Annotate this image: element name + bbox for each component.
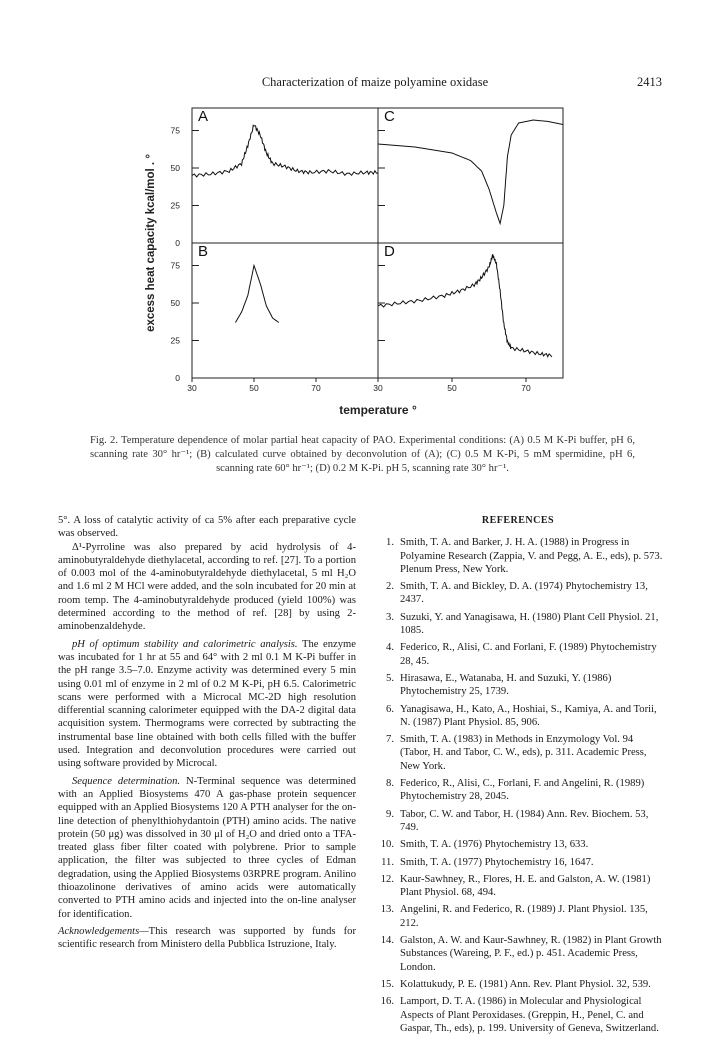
reference-text: Yanagisawa, H., Kato, A., Hoshiai, S., Kamiya, A. and Torii, N. (1987) Plant Physiol. 85, 906.: [400, 703, 657, 728]
trace-panel-B: [235, 266, 278, 323]
running-head: [0, 75, 720, 91]
section-heading: Acknowledgements—: [58, 925, 149, 937]
reference-item: [372, 611, 664, 638]
heat-capacity-chart: [130, 100, 600, 420]
reference-number: 2.: [386, 581, 394, 593]
panel-label-A: A: [198, 108, 209, 125]
y-tick-label: 50: [170, 163, 180, 173]
reference-item: [372, 536, 664, 576]
panel-frame: [192, 243, 378, 378]
reference-number: 7.: [386, 734, 394, 746]
y-axis-title: excess heat capacity kcal/mol . °: [145, 154, 157, 332]
panel-frame: [192, 108, 378, 243]
trace-panel-A: [192, 125, 378, 177]
panel-label-C: C: [384, 108, 395, 125]
section-heading: pH of optimum stability and calorimetric analysis.: [72, 638, 298, 650]
reference-text: Smith, T. A. and Bickley, D. A. (1974) Phytochemistry 13, 2437.: [400, 581, 648, 606]
trace-panel-D: [378, 254, 552, 357]
reference-number: 14.: [380, 935, 394, 947]
x-tick-label: 70: [311, 383, 321, 393]
reference-number: 15.: [380, 978, 394, 990]
y-tick-label: 75: [170, 125, 180, 136]
reference-item: [372, 580, 664, 607]
panel-frame: [378, 108, 563, 243]
reference-number: 8.: [386, 778, 394, 790]
reference-text: Smith, T. A. (1977) Phytochemistry 16, 1647.: [400, 856, 594, 868]
reference-text: Federico, R., Alisi, C. and Forlani, F. (1989) Phytochemistry 28, 45.: [400, 642, 657, 667]
paragraph-text: N-Terminal sequence was determined with an Applied Biosystems 470 A gas-phase protein sequencer equipped with an Applied Biosystems 120 A PTH analyser for the on-line detection of phenylthiohydantoin (PTH) amino acids. The native protein (50 μg) was dissolved in 30 μl of H₂O and dried onto a TFA-treated glass fiber filter coated with polybrene. Prior to sample application, the filter was subjected to three cycles of Edman degradation, using the Applied Biosystems 03RPRE program. Anilino thioazolinone derivatives of amino acids were automatically converted to PTH amino acids and injected into the on-line analyser for identification.: [58, 775, 356, 920]
reference-number: 6.: [386, 703, 394, 715]
acknowledgements: [58, 925, 356, 952]
reference-list: [372, 536, 664, 1035]
x-tick-label: 70: [521, 383, 531, 393]
x-axis-title: temperature °: [339, 403, 417, 417]
reference-item: [372, 641, 664, 668]
reference-number: 11.: [381, 856, 394, 868]
references-column: [372, 514, 664, 1039]
body-paragraph: [58, 638, 356, 771]
reference-text: Tabor, C. W. and Tabor, H. (1984) Ann. Rev. Biochem. 53, 749.: [400, 808, 649, 833]
reference-item: [372, 873, 664, 900]
reference-item: [372, 934, 664, 974]
reference-item: [372, 903, 664, 930]
reference-text: Galston, A. W. and Kaur-Sawhney, R. (1982) in Plant Growth Substances (Wareing, P. F., ed.) p. 451. Academic Press, London.: [400, 935, 662, 973]
body-paragraph: 5°. A loss of catalytic activity of ca 5% after each preparative cycle was observed.: [58, 515, 356, 540]
reference-text: Smith, T. A. (1983) in Methods in Enzymology Vol. 94 (Tabor, H. and Tabor, C. W., eds), p. 311. Academic Press, New York.: [400, 734, 647, 772]
reference-number: 3.: [386, 611, 394, 623]
y-tick-label: 25: [170, 200, 180, 211]
reference-text: Federico, R., Alisi, C., Forlani, F. and Angelini, R. (1989) Phytochemistry 28, 2045.: [400, 778, 645, 803]
reference-number: 10.: [380, 839, 394, 851]
reference-text: Kolattukudy, P. E. (1981) Ann. Rev. Plant Physiol. 32, 539.: [400, 978, 651, 990]
reference-number: 1.: [386, 537, 394, 549]
reference-text: Angelini, R. and Federico, R. (1989) J. Plant Physiol. 135, 212.: [400, 904, 648, 929]
reference-text: Smith, T. A. and Barker, J. H. A. (1988) in Progress in Polyamine Research (Zappia, V. and Pegg, A. E., eds), p. 573. Plenum Press, New York.: [400, 537, 663, 575]
reference-item: [372, 978, 664, 991]
y-tick-label: 0: [175, 373, 180, 383]
body-paragraph: Δ¹-Pyrroline was also prepared by acid hydrolysis of 4-aminobutyraldehyde diethylacetal, according to ref. [27]. To a portion of 0.003 mol of the 4-aminobutyraldehyde diethylacetal, 5 ml H₂O and 1.6 ml 2 M HCl were added, and the soln incubated for 20 min at room temp. The 4-aminobutyraldehyde produced (yield 100%) was determined according to the method of ref. [28] by using 2-aminobenzaldehyde.: [58, 541, 356, 633]
reference-item: [372, 838, 664, 851]
reference-item: [372, 672, 664, 699]
body-text-left: [58, 514, 356, 952]
reference-number: 4.: [386, 642, 394, 654]
reference-text: Hirasawa, E., Watanaba, H. and Suzuki, Y. (1986) Phytochemistry 25, 1739.: [400, 672, 612, 698]
figure-caption: Fig. 2. Temperature dependence of molar partial heat capacity of PAO. Experimental conditions: (A) 0.5 M K-Pi buffer, pH 6, scanning rate 30° hr⁻¹; (B) calculated curve obtained by deconvolution of (A); (C) 0.5 M K-Pi, 5 mM spermidine, pH 6, scanning rate 60° hr⁻¹; (D) 0.2 M K-Pi. pH 5, scanning rate 30° hr⁻¹.: [90, 435, 635, 474]
paragraph-text: This research was supported by funds for scientific research from Ministero della Pubblica Istruzione, Italy.: [58, 925, 356, 951]
x-tick-label: 50: [249, 383, 259, 393]
reference-item: [372, 777, 664, 804]
reference-text: Suzuki, Y. and Yanagisawa, H. (1980) Plant Cell Physiol. 21, 1085.: [400, 611, 659, 637]
reference-text: Smith, T. A. (1976) Phytochemistry 13, 633.: [400, 839, 589, 851]
reference-number: 5.: [386, 672, 394, 684]
reference-item: [372, 856, 664, 869]
x-tick-label: 30: [187, 383, 197, 393]
panel-frame: [378, 243, 563, 378]
page-number: 2413: [637, 75, 662, 89]
y-tick-label: 75: [170, 260, 180, 271]
y-tick-label: 25: [170, 335, 180, 346]
panel-label-B: B: [198, 243, 209, 260]
reference-text: Kaur-Sawhney, R., Flores, H. E. and Galston, A. W. (1981) Plant Physiol. 68, 494.: [400, 873, 651, 899]
reference-text: Lamport, D. T. A. (1986) in Molecular and Physiological Aspects of Plant Peroxidases. (Greppin, H., Penel, C. and Gaspar, Th., eds), p. 199. University of Geneva, Switzerland.: [400, 996, 659, 1034]
panel-label-D: D: [384, 243, 395, 260]
reference-item: [372, 703, 664, 730]
reference-number: 13.: [380, 904, 394, 916]
body-paragraph: [58, 775, 356, 921]
references-heading: REFERENCES: [481, 515, 555, 526]
y-tick-label: 0: [175, 238, 180, 248]
reference-item: [372, 808, 664, 835]
reference-number: 12.: [380, 873, 394, 885]
reference-item: [372, 995, 664, 1035]
x-tick-label: 50: [447, 383, 457, 393]
reference-item: [372, 733, 664, 773]
running-title: Characterization of maize polyamine oxidase: [261, 75, 489, 89]
y-tick-label: 50: [170, 298, 180, 308]
reference-number: 16.: [380, 996, 394, 1008]
trace-panel-C: [378, 120, 563, 224]
figure-2: [130, 100, 600, 420]
section-heading: Sequence determination.: [72, 775, 181, 787]
reference-number: 9.: [386, 808, 394, 820]
x-tick-label: 30: [373, 383, 383, 393]
paragraph-text: The enzyme was incubated for 1 hr at 55 and 64° with 2 ml 0.1 M K-Pi buffer in the pH range 3.5–7.0. Enzyme activity was determined every 5 min using 0.01 ml of enzyme in 2 ml of 0.2 M K-Pi, pH 6.5. Calorimetric scans were performed with a Microcal MC-2D high resolution differential scanning calorimeter equipped with the DA-2 digital data acquisition system. Thermograms were corrected by subtracting the instrumental base line obtained with both cells filled with the buffer used. Integration and deconvolution procedures were carried out using software provided by Microcal.: [58, 638, 356, 770]
